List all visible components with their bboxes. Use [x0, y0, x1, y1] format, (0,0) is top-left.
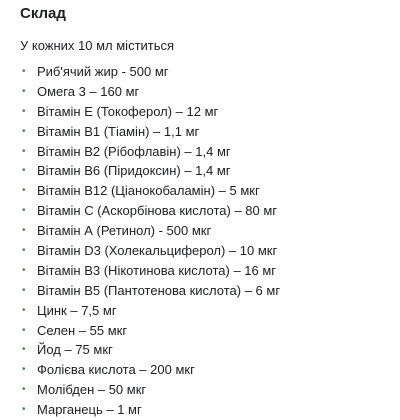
list-item [20, 122, 390, 142]
list-item-label: Вітамін D3 (Холекальциферол) – 10 мкг [37, 243, 278, 259]
bullet-icon: • [22, 125, 26, 137]
list-item-label: Вітамін А (Ретинол) - 500 мкг [37, 223, 212, 239]
list-item-label: Вітамін С (Аскорбінова кислота) – 80 мг [37, 203, 278, 219]
list-item [20, 241, 390, 261]
bullet-icon: • [22, 205, 26, 217]
bullet-icon: • [22, 304, 26, 316]
list-item-label: Вітамін В1 (Тіамін) – 1,1 мг [37, 123, 200, 139]
list-item [20, 181, 390, 201]
bullet-icon: • [22, 384, 26, 396]
list-item [20, 82, 390, 102]
bullet-icon: • [22, 165, 26, 177]
list-item-label: Вітамін В5 (Пантотенова кислота) – 6 мг [37, 282, 281, 298]
list-item [20, 321, 390, 341]
list-item-label: Вітамін Е (Токоферол) – 12 мг [37, 103, 219, 119]
list-item [20, 380, 390, 400]
bullet-icon: • [22, 264, 26, 276]
list-item [20, 62, 390, 82]
bullet-icon: • [22, 66, 26, 77]
list-item-label: Селен – 55 мкг [37, 322, 128, 338]
list-item [20, 360, 390, 380]
bullet-icon: • [22, 85, 26, 97]
list-item [20, 221, 390, 241]
list-item-label: Вітамін В6 (Піридоксин) – 1,4 мг [37, 163, 231, 179]
bullet-icon: • [22, 284, 26, 296]
ingredient-list [20, 62, 390, 420]
list-item [20, 301, 390, 321]
list-item [20, 281, 390, 301]
section-intro: У кожних 10 мл міститься [20, 38, 175, 53]
list-item-label: Вітамін В2 (Рібофлавін) – 1,4 мг [37, 143, 231, 159]
list-item [20, 161, 390, 181]
list-item [20, 261, 390, 281]
list-item-label: Омега 3 – 160 мг [37, 83, 140, 99]
bullet-icon: • [22, 225, 26, 237]
bullet-icon: • [22, 145, 26, 157]
list-item-label: Молібден – 50 мкг [37, 382, 147, 398]
list-item-label: Вітамін В3 (Нікотинова кислота) – 16 мг [37, 262, 277, 278]
bullet-icon: • [22, 185, 26, 197]
bullet-icon: • [22, 245, 26, 257]
list-item-label: Вітамін В12 (Ціанокобаламін) – 5 мкг [37, 183, 260, 199]
list-item [20, 142, 390, 162]
list-item [20, 340, 390, 360]
bullet-icon: • [22, 404, 26, 416]
list-item [20, 102, 390, 122]
list-item-label: Фолієва кислота – 200 мкг [37, 362, 195, 378]
section-title: Склад [20, 5, 66, 22]
list-item [20, 400, 390, 420]
list-item-label: Марганець – 1 мг [37, 402, 142, 418]
list-item-label: Риб'ячий жир - 500 мг [37, 64, 169, 79]
bullet-icon: • [22, 105, 26, 117]
bullet-icon: • [22, 344, 26, 356]
list-item-label: Цинк – 7,5 мг [37, 302, 117, 318]
list-item [20, 201, 390, 221]
bullet-icon: • [22, 364, 26, 376]
bullet-icon: • [22, 324, 26, 336]
list-item-label: Йод – 75 мкг [37, 342, 113, 358]
